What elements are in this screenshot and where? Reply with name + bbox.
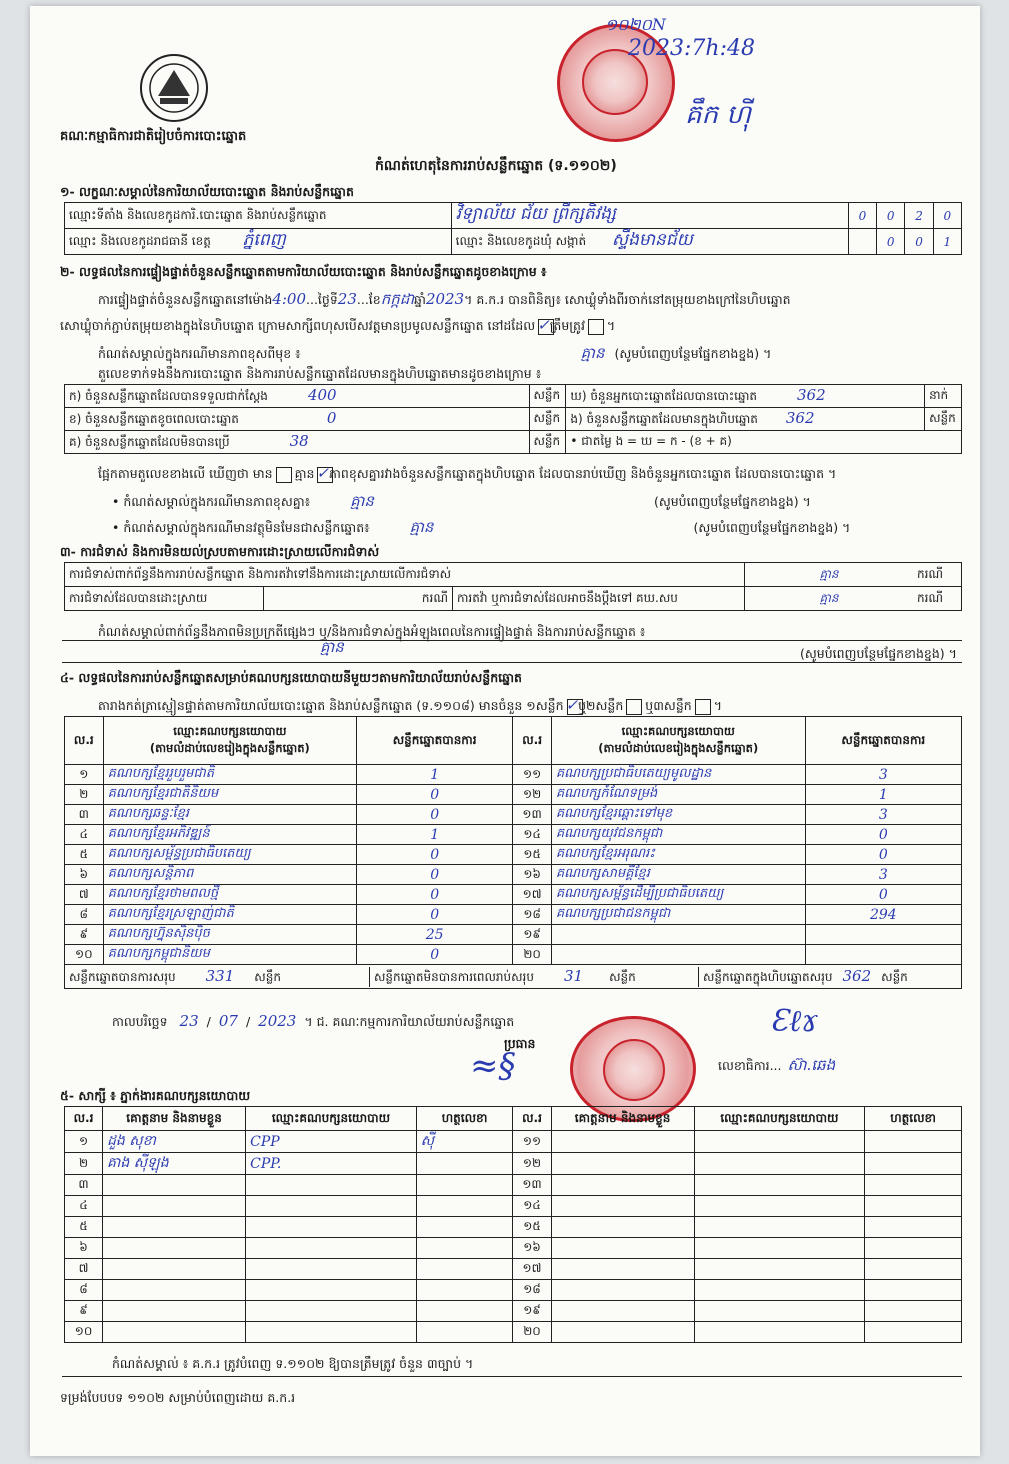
witness-party [246, 1175, 417, 1196]
witness-name: ដួង សុខា [103, 1131, 246, 1153]
witness-name [551, 1280, 694, 1301]
witness-party: CPP [246, 1131, 417, 1153]
committee-name: គណៈកម្មាធិការជាតិរៀបចំការបោះឆ្នោត [60, 129, 247, 144]
witness-number: ១០ [65, 1322, 103, 1343]
witness-signature [416, 1217, 513, 1238]
party-name: គណបក្សខ្មែរស្រឡាញ់ជាតិ [103, 905, 356, 925]
witness-party [246, 1301, 417, 1322]
party-number: ១៨ [513, 905, 552, 925]
party-number: ១២ [513, 785, 552, 805]
party-name: គណបក្សខ្មែរឆ្ពោះទៅមុខ [551, 805, 805, 825]
witness-party [246, 1217, 417, 1238]
party-name: គណបក្សយុវជនកម្ពុជា [551, 825, 805, 845]
witness-signature [865, 1153, 962, 1175]
witness-signature [416, 1322, 513, 1343]
station-code-digit-2: 0 [877, 203, 905, 229]
party-votes: 3 [805, 865, 961, 885]
party-name: គណបក្សខ្មែរអរុណរះ [551, 845, 805, 865]
commune-code-digit-1: 0 [877, 229, 905, 255]
party-name: គណបក្សសម្ព័ន្ធដើម្បីប្រជាធិបតេយ្យ [551, 885, 805, 905]
witness-name [103, 1301, 246, 1322]
witness-number: ១៤ [513, 1196, 551, 1217]
witness-number: ៥ [65, 1217, 103, 1238]
party-votes: 1 [357, 825, 513, 845]
count-b: ខ) ចំនួនសន្លឹកឆ្នោតខូចពេលបោះឆ្នោត 0 [65, 408, 530, 431]
party-number: ១ [65, 765, 104, 785]
party-name: គណបក្សសាមគ្គីខ្មែរ [551, 865, 805, 885]
section-3-heading: ៣- ការជំទាស់ និងការមិនយល់ស្របតាមការដោះស្រាយលើការជំទាស់ [60, 544, 380, 559]
complaints-table: ការជំទាស់ពាក់ព័ន្ធនឹងការរាប់សន្លឹកឆ្នោត និងការតវ៉ាទៅនឹងការដោះស្រាយលើការជំទាស់ គ្មាន ករណី ការជំទាស់ដែលបានដោះស្រាយ ករណី ការតវ៉ា ឬការជំទាស់ដែលអាចនឹងប្តឹងទៅ គឃ.សប គ្មាន ករណី [64, 562, 962, 611]
section-4-intro: តារាងកត់ត្រាស្មៀនផ្ទាត់តាមការិយាល័យបោះឆ្នោត និងរាប់សន្លឹកឆ្នោត (ទ.១១០៨) មានចំនួន ១សន្លឹក ✓ឬ២សន្លឹក ឬ៣សន្លឹក ។ [98, 696, 722, 714]
party-name: គណបក្សខ្មែរជាតិនិយម [103, 785, 356, 805]
party-number: ១៧ [513, 885, 552, 905]
witness-party [246, 1259, 417, 1280]
polling-station-label: ឈ្មោះទីតាំង និងលេខកូដការិ.បោះឆ្នោត និងរាប់សន្លឹកឆ្នោត [65, 203, 452, 229]
witness-name [103, 1322, 246, 1343]
commune-code-digit-3: 1 [933, 229, 961, 255]
party-votes: 0 [357, 885, 513, 905]
ballot-count-table: ក) ចំនួនសន្លឹកឆ្នោតដែលបានទទួលជាក់ស្តែង 400 សន្លឹក ឃ) ចំនួនអ្នកបោះឆ្នោតដែលបានបោះឆ្នោត 362 នាក់ ខ) ចំនួនសន្លឹកឆ្នោតខូចពេលបោះឆ្នោត 0 សន្លឹក ង) ចំនួនសន្លឹកឆ្នោតដែលមានក្នុងហិបឆ្នោត 362 សន្លឹក គ) ចំនួនសន្លឹកឆ្នោតដែលមិនបានប្រើ 38 សន្លឹក • ជាតម្លៃ ង = ឃ = ក - (ខ + គ) [64, 384, 962, 454]
section-2-compare: ផ្អែកតាមតួលេខខាងលើ ឃើញថា មាន គ្មាន ✓ភាពខុសគ្នារវាងចំនួនសន្លឹកឆ្នោតក្នុងហិបឆ្នោត ដែលបានរាប់ឃើញ និងចំនួនអ្នកបោះឆ្នោត ដែលបានបោះឆ្នោត ។ [98, 464, 837, 482]
party-name: គណបក្សឆន្ទៈខ្មែរ [103, 805, 356, 825]
party-number: ៥ [65, 845, 104, 865]
witness-row [65, 1280, 962, 1301]
party-votes: 0 [357, 865, 513, 885]
party-number: ១០ [65, 945, 104, 965]
witness-name [551, 1175, 694, 1196]
commune-code-digit-2: 0 [905, 229, 933, 255]
party-number: ២០ [513, 945, 552, 965]
party-votes: 1 [805, 785, 961, 805]
witness-number: ១១ [513, 1131, 551, 1153]
witness-party [246, 1196, 417, 1217]
witness-number: ១៦ [513, 1238, 551, 1259]
party-number: ៨ [65, 905, 104, 925]
section-5-heading: ៥- សាក្សី ៖ ភ្នាក់ងារគណបក្សនយោបាយ [60, 1088, 251, 1103]
witness-number: ១៧ [513, 1259, 551, 1280]
witness-name [551, 1217, 694, 1238]
witness-row [65, 1259, 962, 1280]
witness-party [246, 1280, 417, 1301]
party-name: គណបក្សខ្មែរអភិវឌ្ឍន៍ [103, 825, 356, 845]
count-a: ក) ចំនួនសន្លឹកឆ្នោតដែលបានទទួលជាក់ស្តែង 400 [65, 385, 530, 408]
party-votes: 294 [805, 905, 961, 925]
party-name: គណបក្សកម្ពុជានិយម [103, 945, 356, 965]
party-number: ៧ [65, 885, 104, 905]
totals-row: សន្លឹកឆ្នោតបានការសរុប 331 សន្លឹក សន្លឹកឆ្នោតមិនបានការពេលរាប់សរុប 31 សន្លឹក សន្លឹកឆ្នោតក្នុងហិបឆ្នោតសរុប 362 សន្លឹក [65, 965, 962, 989]
section-4-heading: ៤- លទ្ធផលនៃការរាប់សន្លឹកឆ្នោតសម្រាប់គណបក្សនយោបាយនីមួយៗតាមការិយាល័យរាប់សន្លឹកឆ្នោត [60, 670, 522, 685]
witness-row [65, 1131, 962, 1153]
witness-party [246, 1238, 417, 1259]
witness-party [694, 1238, 865, 1259]
witness-name [551, 1238, 694, 1259]
witness-number: ២០ [513, 1322, 551, 1343]
witness-signature [416, 1153, 513, 1175]
witness-name [103, 1175, 246, 1196]
witness-name [103, 1196, 246, 1217]
handwritten-top-time: 2023:7h:48 [628, 36, 755, 61]
party-number: ១១ [513, 765, 552, 785]
witness-name [551, 1259, 694, 1280]
witness-party [694, 1301, 865, 1322]
witness-number: ៧ [65, 1259, 103, 1280]
witness-signature [416, 1301, 513, 1322]
party-votes [805, 925, 961, 945]
witness-row [65, 1301, 962, 1322]
section-2-heading: ២- លទ្ធផលនៃការផ្ទៀងផ្ទាត់ចំនួនសន្លឹកឆ្នោតតាមការិយាល័យបោះឆ្នោត និងរាប់សន្លឹកឆ្នោតដូចខាងក្រោម ៖ [60, 264, 547, 279]
party-number: ១៥ [513, 845, 552, 865]
checkbox-wrong [588, 319, 604, 335]
witness-row [65, 1196, 962, 1217]
witness-party [694, 1153, 865, 1175]
section-2-line-1: ការផ្ទៀងផ្ទាត់ចំនួនសន្លឹកឆ្នោតនៅម៉ោង4:00...ថ្ងៃទី23...ខែកក្កដាឆ្នាំ2023។ គ.ក.រ បានពិនិត្យ៖ សោឃ្លុំទាំងពីរចាក់នៅតម្រុយខាងក្រៅនៃហិបឆ្នោត [98, 290, 791, 308]
witness-name [551, 1301, 694, 1322]
section-2-remark-2: • កំណត់សម្គាល់ក្នុងករណីមានវត្ថុមិនមែនជាសន្លឹកឆ្នោត៖ គ្មាន (សូមបំពេញបន្ថែមផ្នែកខាងខ្នង) ។ [112, 518, 851, 536]
party-number: ៤ [65, 825, 104, 845]
witness-row [65, 1153, 962, 1175]
witness-number: ៦ [65, 1238, 103, 1259]
party-votes: 0 [805, 825, 961, 845]
section-2-note: កំណត់សម្គាល់ក្នុងករណីមានភាពខុសពីមុខ ៖ គ្មាន (សូមបំពេញបន្ថែមផ្នែកខាងខ្នង) ។ [98, 344, 772, 362]
witness-party [694, 1131, 865, 1153]
party-votes: 0 [357, 805, 513, 825]
witness-number: ១ [65, 1131, 103, 1153]
witness-number: ៨ [65, 1280, 103, 1301]
footer-note: កំណត់សម្គាល់ ៖ គ.ក.រ ត្រូវបំពេញ ទ.១១០២ ឱ្យបានត្រឹមត្រូវ ចំនួន ៣ច្បាប់ ។ [112, 1356, 474, 1371]
polling-station-value: វិទ្យាល័យ ជ័យ ព្រឹក្សតិវង្ស [451, 203, 848, 229]
party-row [65, 845, 962, 865]
party-name: គណបក្សខ្មែររួបរួមជាតិ [103, 765, 356, 785]
station-code-digit-4: 0 [933, 203, 961, 229]
party-row [65, 905, 962, 925]
party-results-table: ល.រ ឈ្មោះគណបក្សនយោបាយ (តាមលំដាប់លេខរៀងក្នុងសន្លឹកឆ្នោត) សន្លឹកឆ្នោតបានការ ល.រ ឈ្មោះគណបក្សនយោបាយ (តាមលំដាប់លេខរៀងក្នុងសន្លឹកឆ្នោត) សន្លឹកឆ្នោតបានការ ១ គណបក្សខ្មែររួបរួមជាតិ 1 ១១ គណបក្សប្រជាធិបតេយ្យមូលដ្ឋាន 3 ២ គណបក្សខ្មែរជាតិនិយម 0 ១២ គណបក្សកំណែទម្រង់ 1 ៣ គណបក្សឆន្ទៈខ្មែរ 0 ១៣ គណបក្សខ្មែរឆ្ពោះទៅមុខ 3 ៤ គណបក្សខ្មែរអភិវឌ្ឍន៍ 1 ១៤ គណបក្សយុវជនកម្ពុជា 0 ៥ គណបក្សសម្ព័ន្ធប្រជាធិបតេយ្យ 0 ១៥ គណបក្សខ្មែរអរុណរះ 0 ៦ គណបក្សសន្តិភាព 0 ១៦ គណបក្សសាមគ្គីខ្មែរ 3 ៧ គណបក្សខ្មែរថាមពលថ្មី 0 ១៧ គណបក្សសម្ព័ន្ធដើម្បីប្រជាធិបតេយ្យ 0 ៨ គណបក្សខ្មែរស្រឡាញ់ជាតិ 0 ១៨ គណបក្សប្រជាជនកម្ពុជា 294 ៩ គណបក្សហ្វ៊ុនស៊ិនប៉ិច 25 ១៩ ១០ គណបក្សកម្ពុជានិយម 0 ២០ សន្លឹកឆ្នោតបានការសរុប 331 សន្លឹក សន្លឹកឆ្នោតមិនបានការពេលរាប់សរុប 31 សន្លឹក សន្លឹកឆ្នោតក្នុងហិបឆ្នោតសរុប 362 សន្លឹក [64, 716, 962, 989]
witness-signature [865, 1217, 962, 1238]
station-code-digit-1: 0 [848, 203, 876, 229]
nec-emblem-icon [138, 52, 210, 124]
party-number: ១៩ [513, 925, 552, 945]
witness-party [694, 1217, 865, 1238]
secretary-line: លេខាធិការ... ស៊ា.ឆេង [718, 1056, 836, 1074]
witness-number: ៣ [65, 1175, 103, 1196]
count-formula: • ជាតម្លៃ ង = ឃ = ក - (ខ + គ) [566, 431, 962, 454]
section-1-heading: ១- លក្ខណៈសម្គាល់នៃការិយាល័យបោះឆ្នោត និងរាប់សន្លឹកឆ្នោត [60, 184, 354, 199]
party-votes: 0 [357, 905, 513, 925]
complaints-value-1: គ្មាន [745, 563, 914, 587]
witness-name [551, 1322, 694, 1343]
witness-party [246, 1322, 417, 1343]
count-e: ង) ចំនួនសន្លឹកឆ្នោតដែលមានក្នុងហិបឆ្នោត 362 [566, 408, 925, 431]
party-votes: 0 [357, 845, 513, 865]
party-number: ១៤ [513, 825, 552, 845]
witness-party [694, 1175, 865, 1196]
party-row [65, 785, 962, 805]
witness-signature [865, 1238, 962, 1259]
checkbox-2-sheet [626, 699, 642, 715]
secretary-signature: Ɛℓɤ [770, 1004, 819, 1039]
ballot-record-form [30, 6, 980, 1456]
party-votes: 1 [357, 765, 513, 785]
witness-number: ១៩ [513, 1301, 551, 1322]
party-votes [805, 945, 961, 965]
party-number: ១៦ [513, 865, 552, 885]
party-votes: 0 [805, 885, 961, 905]
form-title: កំណត់ហេតុនៃការរាប់សន្លឹកឆ្នោត (ទ.១១០២) [375, 158, 617, 174]
witness-row [65, 1175, 962, 1196]
witness-number: ៩ [65, 1301, 103, 1322]
party-votes: 3 [805, 765, 961, 785]
witness-signature [865, 1322, 962, 1343]
station-code-digit-3: 2 [905, 203, 933, 229]
checkbox-have [276, 467, 292, 483]
party-name: គណបក្សសន្តិភាព [103, 865, 356, 885]
complaints-value-2: គ្មាន [745, 587, 914, 611]
witness-name [551, 1131, 694, 1153]
footer-form-code: ទម្រង់បែបបទ ១១០២ សម្រាប់បំពេញដោយ គ.ក.រ [60, 1390, 296, 1405]
party-row [65, 945, 962, 965]
party-votes: 25 [357, 925, 513, 945]
party-number: ១៣ [513, 805, 552, 825]
section-3-note-value: គ្មាន [320, 638, 344, 656]
witness-signature [865, 1301, 962, 1322]
party-row [65, 825, 962, 845]
chair-signature: ≈§ [470, 1046, 516, 1086]
party-name: គណបក្សសម្ព័ន្ធប្រជាធិបតេយ្យ [103, 845, 356, 865]
witness-signature [416, 1238, 513, 1259]
party-votes: 3 [805, 805, 961, 825]
party-name: គណបក្សប្រជាជនកម្ពុជា [551, 905, 805, 925]
party-number: ៦ [65, 865, 104, 885]
witness-table: ល.រ គោត្តនាម និងនាមខ្លួន ឈ្មោះគណបក្សនយោបាយ ហត្ថលេខា ល.រ គោត្តនាម និងនាមខ្លួន ឈ្មោះគណបក្សនយោបាយ ហត្ថលេខា ១ ដួង សុខា CPP ស៊ី ១១ ២ គាង ស៊ីឡុង CPP. ១២ ៣ ១៣ ៤ ១៤ ៥ ១៥ ៦ ១៦ ៧ ១៧ ៨ ១៨ ៩ ១៩ ១០ ២០ [64, 1106, 962, 1343]
party-number: ២ [65, 785, 104, 805]
witness-signature [416, 1175, 513, 1196]
witness-row [65, 1238, 962, 1259]
witness-signature [865, 1131, 962, 1153]
witness-name [103, 1259, 246, 1280]
party-row [65, 885, 962, 905]
witness-name [103, 1217, 246, 1238]
witness-name [103, 1238, 246, 1259]
witness-party [694, 1280, 865, 1301]
section-3-fill-note: (សូមបំពេញបន្ថែមផ្នែកខាងខ្នង) ។ [800, 646, 957, 661]
party-row [65, 765, 962, 785]
commune-cell: ឈ្មោះ និងលេខកូដឃុំ សង្កាត់ ស្ទឹងមានជ័យ [451, 229, 848, 255]
witness-row [65, 1217, 962, 1238]
party-row [65, 865, 962, 885]
witness-signature [865, 1175, 962, 1196]
witness-signature [865, 1259, 962, 1280]
witness-name: គាង ស៊ីឡុង [103, 1153, 246, 1175]
witness-signature [416, 1196, 513, 1217]
witness-name [103, 1280, 246, 1301]
party-votes: 0 [805, 845, 961, 865]
witness-number: ១៥ [513, 1217, 551, 1238]
witness-number: ៤ [65, 1196, 103, 1217]
party-name: គណបក្សកំណែទម្រង់ [551, 785, 805, 805]
party-number: ៩ [65, 925, 104, 945]
party-votes: 0 [357, 785, 513, 805]
party-name: គណបក្សហ្វ៊ុនស៊ិនប៉ិច [103, 925, 356, 945]
party-name [551, 945, 805, 965]
witness-party: CPP. [246, 1153, 417, 1175]
party-number: ៣ [65, 805, 104, 825]
party-votes: 0 [357, 945, 513, 965]
witness-number: ២ [65, 1153, 103, 1175]
handwritten-top-code: ១០២០N [605, 15, 666, 34]
party-name [551, 925, 805, 945]
date-line: កាលបរិច្ឆេទ 23 / 07 / 2023 ។ ជ. គណៈកម្មការការិយាល័យរាប់សន្លឹកឆ្នោត [112, 1012, 515, 1030]
witness-signature: ស៊ី [416, 1131, 513, 1153]
section-2-remark-1: • កំណត់សម្គាល់ក្នុងករណីមានភាពខុសគ្នា៖ គ្មាន (សូមបំពេញបន្ថែមផ្នែកខាងខ្នង) ។ [112, 492, 811, 510]
witness-party [694, 1322, 865, 1343]
count-d: ឃ) ចំនួនអ្នកបោះឆ្នោតដែលបានបោះឆ្នោត 362 [566, 385, 925, 408]
section-3-note: កំណត់សម្គាល់ពាក់ព័ន្ធនឹងភាពមិនប្រក្រតីផ្សេងៗ ឬ/និងការជំទាស់ក្នុងអំឡុងពេលនៃការផ្ទៀងផ្ទាត់ និងការរាប់សន្លឹកឆ្នោត ៖ [98, 624, 646, 639]
witness-signature [416, 1259, 513, 1280]
witness-name [551, 1153, 694, 1175]
witness-number: ១៨ [513, 1280, 551, 1301]
witness-number: ១២ [513, 1153, 551, 1175]
section-2-line-2: សោឃ្លុំចាក់ភ្ជាប់តម្រុយខាងក្នុងនៃហិបឆ្នោត ក្រោមសាក្សីពហុសបើសវត្តមានប្រមូលសន្លឹកឆ្នោត នៅដដែល ✓ត្រឹមត្រូវ ។ [60, 316, 616, 334]
witness-row [65, 1322, 962, 1343]
witness-signature [865, 1196, 962, 1217]
party-name: គណបក្សខ្មែរថាមពលថ្មី [103, 885, 356, 905]
party-row [65, 805, 962, 825]
count-c: គ) ចំនួនសន្លឹកឆ្នោតដែលមិនបានប្រើ 38 [65, 431, 530, 454]
witness-signature [416, 1280, 513, 1301]
party-name: គណបក្សប្រជាធិបតេយ្យមូលដ្ឋាន [551, 765, 805, 785]
witness-name [551, 1196, 694, 1217]
witness-party [694, 1259, 865, 1280]
witness-signature [865, 1280, 962, 1301]
party-row [65, 925, 962, 945]
handwritten-top-signature: គឹក ហ៊ី [685, 100, 752, 130]
section-2-intro: តួលេខទាក់ទងនឹងការបោះឆ្នោត និងការរាប់សន្លឹកឆ្នោតដែលមានក្នុងហិបឆ្នោតមានដូចខាងក្រោម ៖ [98, 366, 542, 381]
chair-label: ប្រធាន [504, 1036, 536, 1051]
section-1-table [64, 202, 962, 255]
witness-party [694, 1196, 865, 1217]
checkbox-3-sheet [695, 699, 711, 715]
witness-number: ១៣ [513, 1175, 551, 1196]
province-cell: ឈ្មោះ និងលេខកូដរាជធានី ខេត្ត ភ្នំពេញ [65, 229, 452, 255]
